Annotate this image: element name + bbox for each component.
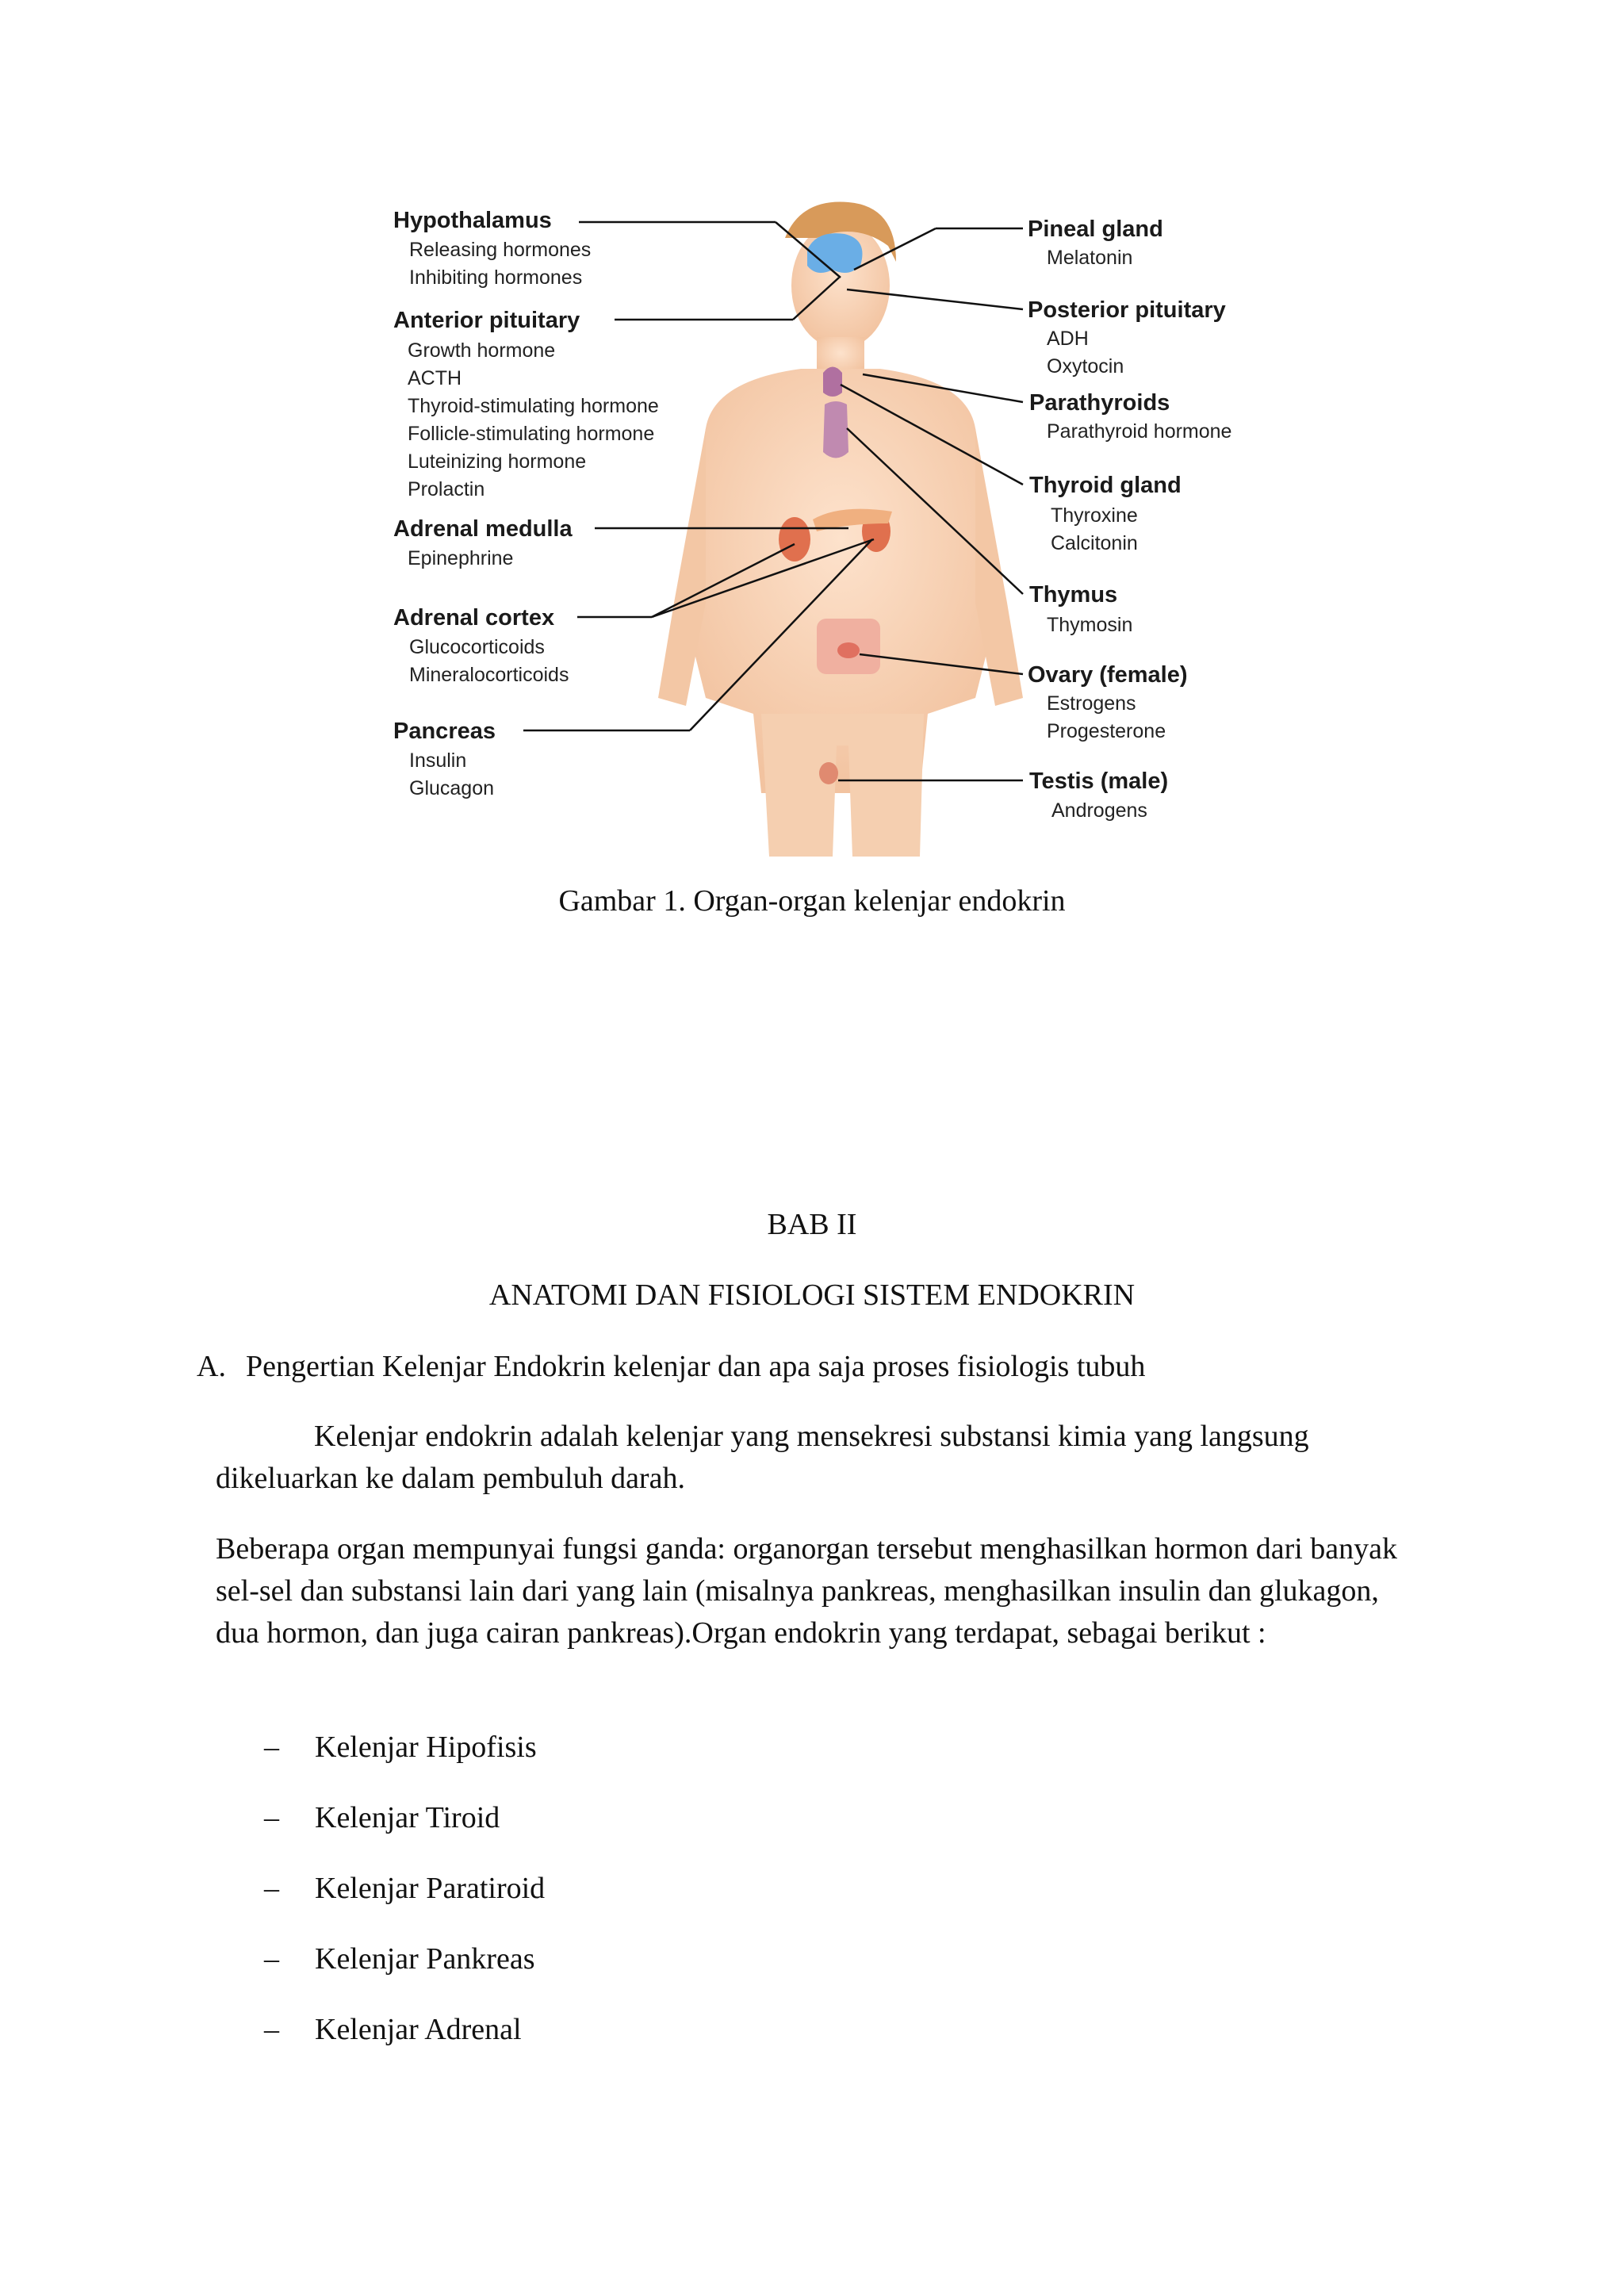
section-marker: A.	[197, 1350, 226, 1383]
label-ovary: Ovary (female)	[1028, 662, 1188, 688]
label-adrenal-medulla: Adrenal medulla	[393, 516, 573, 542]
svg-text:Releasing hormones: Releasing hormones	[409, 239, 592, 261]
section-heading-text: Pengertian Kelenjar Endokrin kelenjar dan apa saja proses fisiologis tubuh	[246, 1350, 1146, 1383]
svg-text:Progesterone: Progesterone	[1047, 720, 1166, 742]
list-item: – Kelenjar Tiroid	[264, 1801, 500, 1834]
svg-text:Oxytocin: Oxytocin	[1047, 355, 1124, 378]
paragraph-2: Beberapa organ mempunyai fungsi ganda: organorgan tersebut menghasilkan hormon dari banyak sel-sel dan substansi lain dari yang lain (misalnya pankreas, menghasilkan insulin dan glukagon, dua hormon, dan juga cairan pankreas).Organ endokrin yang terdapat, sebagai berikut :	[216, 1532, 1398, 1650]
svg-text:Estrogens: Estrogens	[1047, 692, 1136, 715]
list-dash: –	[264, 1942, 279, 1976]
svg-text:Calcitonin: Calcitonin	[1051, 532, 1138, 554]
list-item: – Kelenjar Pankreas	[264, 1942, 535, 1976]
chapter-title: ANATOMI DAN FISIOLOGI SISTEM ENDOKRIN	[488, 1278, 1136, 1312]
list-dash: –	[264, 1801, 279, 1834]
endocrine-figure	[373, 190, 1277, 857]
chapter-number: BAB II	[767, 1208, 857, 1241]
svg-text:ADH: ADH	[1047, 328, 1089, 350]
svg-text:Parathyroid hormone: Parathyroid hormone	[1047, 420, 1232, 443]
list-dash: –	[264, 1872, 279, 1905]
svg-text:Growth hormone: Growth hormone	[408, 339, 556, 362]
svg-text:Luteinizing hormone: Luteinizing hormone	[408, 450, 587, 473]
svg-text:Glucocorticoids: Glucocorticoids	[409, 636, 545, 658]
svg-text:Thymosin: Thymosin	[1047, 614, 1133, 636]
label-anterior-pituitary: Anterior pituitary	[393, 308, 580, 333]
svg-text:Melatonin: Melatonin	[1047, 247, 1133, 269]
svg-text:ACTH: ACTH	[408, 367, 462, 389]
svg-text:Mineralocorticoids: Mineralocorticoids	[409, 664, 569, 686]
endocrine-diagram	[373, 190, 1277, 857]
svg-text:Epinephrine: Epinephrine	[408, 547, 514, 569]
svg-text:Insulin: Insulin	[409, 749, 467, 772]
svg-text:Inhibiting hormones: Inhibiting hormones	[409, 266, 583, 289]
svg-text:Follicle-stimulating hormone: Follicle-stimulating hormone	[408, 423, 655, 445]
figure-caption: Gambar 1. Organ-organ kelenjar endokrin	[558, 884, 1066, 918]
label-pineal-gland: Pineal gland	[1028, 217, 1163, 242]
svg-text:Glucagon: Glucagon	[409, 777, 495, 799]
label-posterior-pituitary: Posterior pituitary	[1028, 297, 1226, 323]
section-heading	[197, 1348, 1145, 1385]
list-item: – Kelenjar Adrenal	[264, 2013, 522, 2046]
svg-text:Prolactin: Prolactin	[408, 478, 485, 500]
svg-text:Androgens: Androgens	[1051, 799, 1147, 822]
label-testis: Testis (male)	[1029, 769, 1169, 794]
label-hypothalamus: Hypothalamus	[393, 208, 552, 233]
labels-right	[1028, 217, 1231, 822]
svg-text:Thyroid-stimulating hormone: Thyroid-stimulating hormone	[408, 395, 659, 417]
label-thyroid-gland: Thyroid gland	[1029, 473, 1182, 498]
label-thymus: Thymus	[1029, 582, 1118, 608]
paragraph-1: Kelenjar endokrin adalah kelenjar yang mensekresi substansi kimia yang langsung dikeluarkan ke dalam pembuluh darah.	[216, 1420, 1309, 1495]
list-dash: –	[264, 1731, 279, 1764]
list-item: – Kelenjar Hipofisis	[264, 1731, 537, 1764]
svg-text:Thyroxine: Thyroxine	[1051, 504, 1138, 527]
labels-left	[393, 208, 659, 799]
list-item: – Kelenjar Paratiroid	[264, 1872, 546, 1905]
label-parathyroids: Parathyroids	[1029, 390, 1170, 416]
label-adrenal-cortex: Adrenal cortex	[393, 605, 555, 631]
list-dash: –	[264, 2013, 279, 2046]
organ-list	[264, 1729, 545, 2082]
human-body-illustration	[658, 202, 1023, 857]
label-pancreas: Pancreas	[393, 719, 496, 744]
